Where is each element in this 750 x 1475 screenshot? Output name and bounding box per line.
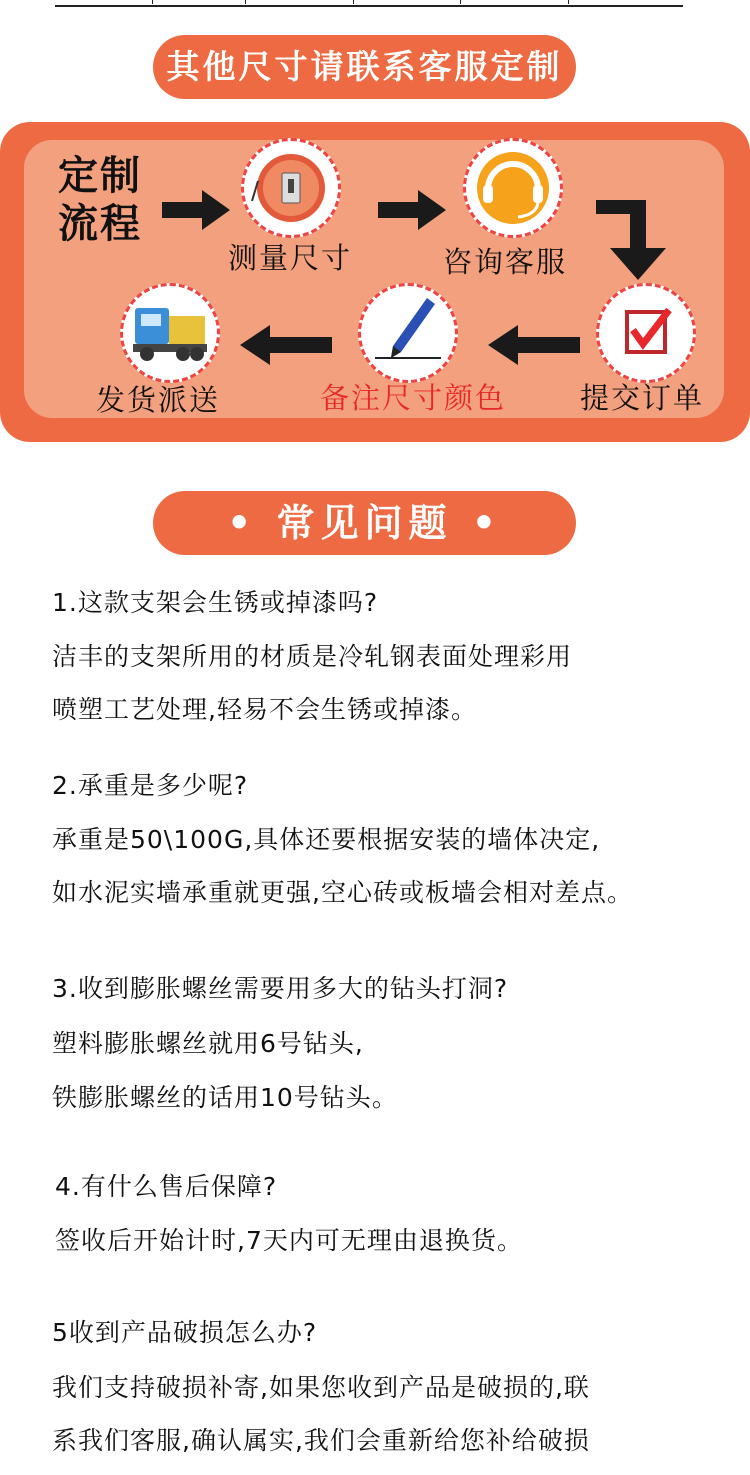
- arrow-left-icon: [240, 325, 332, 365]
- faq-answer: 系我们客服,确认属实,我们会重新给您补给破损: [52, 1426, 590, 1455]
- step-note-label: 备注尺寸颜色: [320, 381, 507, 415]
- faq-answer: 签收后开始计时,7天内可无理由退换货。: [55, 1226, 523, 1255]
- faq-answer: 我们支持破损补寄,如果您收到产品是破损的,联: [52, 1373, 590, 1402]
- faq-header: • 常见问题 •: [153, 491, 576, 555]
- process-title: 定制 流程: [58, 153, 142, 247]
- arrow-right-icon: [378, 190, 448, 230]
- faq-answer: 洁丰的支架所用的材质是冷轧钢表面处理彩用: [52, 642, 573, 671]
- pen-icon: [358, 283, 458, 383]
- faq-question: 2.承重是多少呢?: [52, 771, 249, 800]
- faq-answer: 喷塑工艺处理,轻易不会生锈或掉漆。: [52, 695, 477, 724]
- top-divider: [55, 0, 683, 7]
- step-consult-label: 咨询客服: [443, 245, 568, 279]
- headset-icon: [463, 138, 563, 238]
- faq-answer: 铁膨胀螺丝的话用10号钻头。: [52, 1083, 398, 1112]
- faq-question: 3.收到膨胀螺丝需要用多大的钻头打洞?: [52, 974, 509, 1003]
- arrow-left-icon: [488, 325, 580, 365]
- faq-question: 1.这款支架会生锈或掉漆吗?: [52, 588, 379, 617]
- step-submit-label: 提交订单: [580, 381, 705, 415]
- faq-answer: 承重是50\100G,具体还要根据安装的墙体决定,: [52, 825, 601, 854]
- faq-question: 5收到产品破损怎么办?: [52, 1318, 318, 1347]
- arrow-right-icon: [162, 190, 232, 230]
- arrow-turn-down-icon: [596, 196, 676, 282]
- checkbox-icon: [596, 283, 696, 383]
- custom-size-banner: 其他尺寸请联系客服定制: [153, 35, 576, 99]
- truck-icon: [120, 283, 220, 383]
- faq-question: 4.有什么售后保障?: [55, 1172, 278, 1201]
- tape-measure-icon: [241, 138, 341, 238]
- step-measure-label: 测量尺寸: [228, 241, 353, 275]
- faq-answer: 如水泥实墙承重就更强,空心砖或板墙会相对差点。: [52, 878, 633, 907]
- step-ship-label: 发货派送: [96, 383, 221, 417]
- faq-answer: 塑料膨胀螺丝就用6号钻头,: [52, 1029, 364, 1058]
